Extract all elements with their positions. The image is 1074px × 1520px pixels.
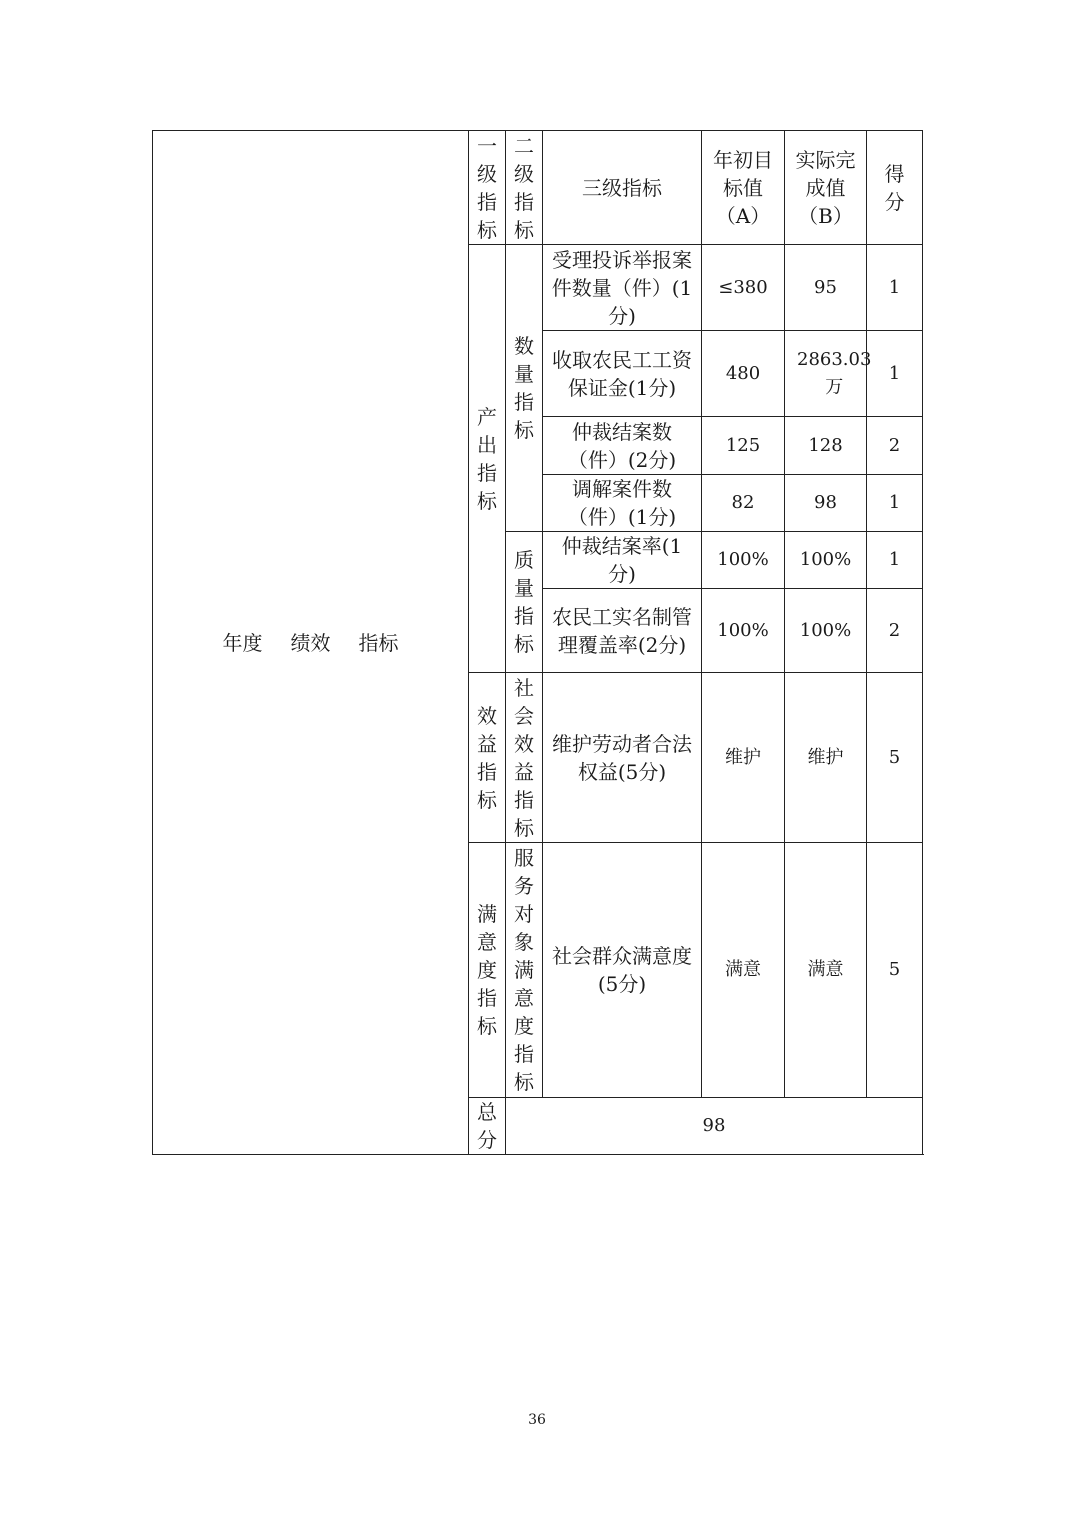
target-value: ≤380 [702,245,785,331]
target-value: 满意 [702,843,785,1098]
indicator-name: 社会群众满意度(5分) [543,843,702,1098]
group-satisfaction: 满意度指标 [469,843,506,1098]
annual-label-1: 年度 [222,630,263,655]
header-level3: 三级指标 [543,131,702,245]
actual-value: 128 [785,417,867,475]
actual-value: 满意 [785,843,867,1098]
target-value: 82 [702,475,785,532]
score-value: 1 [867,475,923,532]
group-quality: 质量指标 [506,532,543,673]
actual-value: 2863.03万 [785,331,867,417]
group-quantity: 数量指标 [506,245,543,532]
target-value: 100% [702,532,785,589]
group-service-satisfaction: 服务对象满意度指标 [506,843,543,1098]
indicator-name: 维护劳动者合法权益(5分) [543,673,702,843]
annual-label-3: 指标 [358,630,399,655]
header-level1: 一级指标 [469,131,506,245]
target-value: 维护 [702,673,785,843]
indicator-name: 仲裁结案率(1分) [543,532,702,589]
target-value: 100% [702,589,785,673]
page-number: 36 [528,1412,546,1428]
annual-label-2: 绩效 [290,630,331,655]
score-value: 2 [867,589,923,673]
indicator-name: 受理投诉举报案件数量（件）(1分) [543,245,702,331]
score-value: 2 [867,417,923,475]
indicator-name: 调解案件数（件）(1分) [543,475,702,532]
actual-value: 98 [785,475,867,532]
indicator-name: 收取农民工工资保证金(1分) [543,331,702,417]
annual-performance-label [153,131,469,1155]
score-value: 1 [867,532,923,589]
score-value: 1 [867,245,923,331]
group-benefit: 效益指标 [469,673,506,843]
score-value: 1 [867,331,923,417]
target-value: 125 [702,417,785,475]
group-output: 产出指标 [469,245,506,673]
target-value: 480 [702,331,785,417]
actual-value: 100% [785,532,867,589]
header-row [153,131,923,245]
score-value: 5 [867,843,923,1098]
indicator-name: 仲裁结案数（件）(2分) [543,417,702,475]
total-label: 总分 [469,1098,506,1155]
header-target: 年初目标值（A） [702,131,785,245]
indicator-name: 农民工实名制管理覆盖率(2分) [543,589,702,673]
header-level2: 二级指标 [506,131,543,245]
header-actual: 实际完成值（B） [785,131,867,245]
actual-value: 100% [785,589,867,673]
score-value: 5 [867,673,923,843]
performance-table [152,130,923,1155]
group-social-benefit: 社会效益指标 [506,673,543,843]
actual-value: 95 [785,245,867,331]
actual-value: 维护 [785,673,867,843]
total-value: 98 [506,1098,923,1155]
header-score: 得分 [867,131,923,245]
